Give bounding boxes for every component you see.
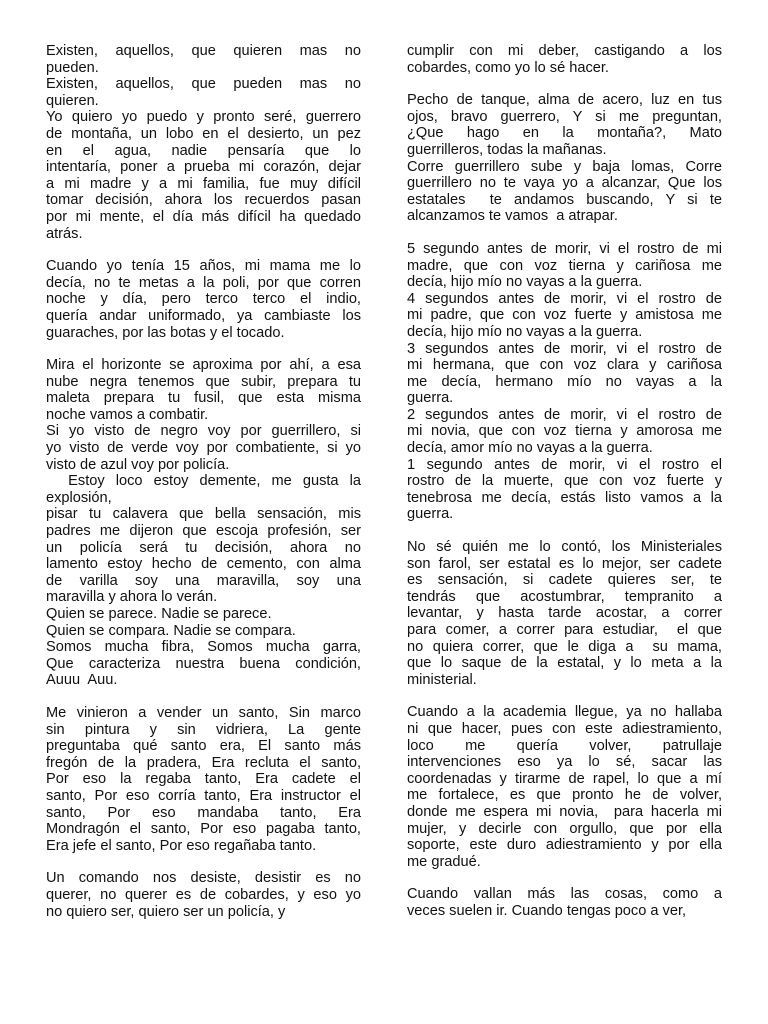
text-line: guerra. <box>407 390 454 407</box>
paragraph <box>46 705 361 854</box>
text-line: guaraches, por las botas y el tocado. <box>46 324 285 341</box>
text-line: Cuando yo tenía 15 años, mi mama me lo <box>46 258 361 275</box>
text-line: levantar, y hasta tarde acostar, a correr <box>407 605 722 622</box>
text-line: me fortalece, es que pronto he de volver, <box>407 787 722 804</box>
text-line: 2 segundos antes de morir, vi el rostro de <box>407 406 722 423</box>
text-line: Pecho de tanque, alma de acero, luz en tus <box>407 92 722 109</box>
text-line: quería andar uniformado, ya cambiaste los <box>46 307 361 324</box>
text-line: ni que hacer, pues con este adiestramiento, <box>407 720 722 737</box>
text-line: madre, que con voz tierna y cariñosa me <box>407 257 722 274</box>
text-line: guerrillero no te vaya yo a alcanzar, Que los <box>407 175 722 192</box>
text-line: a mi madre y a mi familia, fue muy difícil <box>46 175 361 192</box>
text-line: noche vamos a combatir. <box>46 406 209 423</box>
text-line: intentaría, poner a prueba mi corazón, dejar <box>46 159 361 176</box>
text-line: decía, no te metas a la poli, por que corren <box>46 274 361 291</box>
text-line: 1 segundo antes de morir, vi el rostro el <box>407 456 722 473</box>
text-line: Era jefe el santo, Por eso regañaba tanto. <box>46 837 317 854</box>
text-line: Por eso la regaba tanto, Era cadete el <box>46 771 361 788</box>
text-line: para comer, a correr para estudiar, el que <box>407 622 722 638</box>
text-line: un policía será tu decisión, ahora no <box>46 539 361 556</box>
text-line: Cuando vallan más las cosas, como a <box>407 886 722 903</box>
text-line: nube negra tenemos que subir, prepara tu <box>46 373 361 390</box>
text-line: 4 segundos antes de morir, vi el rostro de <box>407 290 722 307</box>
text-line: decía, amor mío no vayas a la guerra. <box>407 440 653 457</box>
text-line: mi hermana, que con voz clara y cariñosa <box>407 357 722 374</box>
text-line: mi novia, que con voz tierna y amorosa me <box>407 423 722 440</box>
text-line: coordenadas y tirarme de rapel, lo que a mí <box>407 770 722 787</box>
text-line: maravilla y ahora lo verán. <box>46 589 218 606</box>
text-line: estatales te andamos buscando, Y si te <box>407 191 722 208</box>
text-line: ¿Que hago en la montaña?, Mato <box>407 125 722 142</box>
left-column <box>46 43 361 936</box>
right-column <box>407 43 722 936</box>
text-line: guerrilleros, todas la mañanas. <box>407 141 607 158</box>
text-line: loco me quería volver, patrullaje <box>407 737 722 754</box>
text-line: por mi mente, el día más difícil ha quedado <box>46 208 361 225</box>
text-line: No sé quién me lo contó, los Ministeriales <box>407 539 722 556</box>
text-line: santo, Por eso corría tanto, Era instructor el <box>46 787 361 804</box>
text-line: que lo saque de la estatal, y lo meta a la <box>407 655 722 672</box>
text-line: rostro de la muerte, que con voz fuerte y <box>407 473 722 490</box>
text-line: pueden. <box>46 59 99 76</box>
text-line: pisar tu calavera que bella sensación, mis <box>46 506 361 523</box>
text-line: intervenciones eso ya lo sé, sacar las <box>407 754 722 771</box>
text-line: Corre guerrillero sube y baja lomas, Corre <box>407 158 722 175</box>
paragraph <box>46 870 361 920</box>
paragraph <box>46 258 361 341</box>
text-line: donde me espera mi novia, para hacerla mi <box>407 803 722 820</box>
text-line: Quien se parece. Nadie se parece. <box>46 606 272 622</box>
paragraph <box>407 43 722 76</box>
text-line: Estoy loco estoy demente, me gusta la <box>46 473 361 490</box>
text-line: Un comando nos desiste, desistir es no <box>46 870 361 887</box>
text-line: quieren. <box>46 92 99 109</box>
paragraph <box>407 539 722 688</box>
text-line: atrás. <box>46 225 83 242</box>
paragraph <box>46 357 361 689</box>
text-line: guerra. <box>407 506 454 523</box>
text-line: me gradué. <box>407 853 481 870</box>
text-line: fregón de la pradera, Era recluta el santo, <box>46 754 361 771</box>
text-line: Quien se compara. Nadie se compara. <box>46 622 296 639</box>
text-line: en el agua, nadie pensaría que lo <box>46 142 361 159</box>
text-line: decía, hijo mío no vayas a la guerra. <box>407 274 643 291</box>
text-line: santo, Por eso mandaba tanto, Era <box>46 804 361 821</box>
text-line: explosión, <box>46 489 112 506</box>
text-line: preguntaba qué santo era, El santo más <box>46 738 361 755</box>
text-line: Me vinieron a vender un santo, Sin marco <box>46 704 361 721</box>
text-line: decía, hijo mío no vayas a la guerra. <box>407 323 643 340</box>
paragraph <box>407 886 722 919</box>
text-line: Somos mucha fibra, Somos mucha garra, <box>46 639 361 656</box>
text-line: Auuu Auu. <box>46 672 118 689</box>
text-line: mi padre, que con voz fuerte y amistosa me <box>407 307 722 324</box>
text-line: Si yo visto de negro voy por guerrillero, si <box>46 423 361 440</box>
text-line: son farol, ser estatal es lo mejor, ser cadete <box>407 555 722 572</box>
text-line: sin pintura y sin vidriera, La gente <box>46 721 361 738</box>
text-line: tomar decisión, ahora los recuerdos pasan <box>46 192 361 209</box>
text-line: no quiera correr, que le diga a su mama, <box>407 638 722 655</box>
text-line: 3 segundos antes de morir, vi el rostro de <box>407 340 722 357</box>
text-line: veces suelen ir. Cuando tengas poco a ver, <box>407 902 687 919</box>
text-line: querer, no querer es de cobardes, y eso yo <box>46 886 361 903</box>
text-line: yo visto de verde voy por combatiente, si yo <box>46 440 361 457</box>
text-line: soporte, este duro adiestramiento y por ella <box>407 837 722 854</box>
text-line: tendrás que acostumbrar, tempranito a <box>407 588 722 605</box>
text-line: me decía, hermano mío no vayas a la <box>407 373 722 390</box>
paragraph <box>407 92 722 225</box>
text-line: cumplir con mi deber, castigando a los <box>407 43 722 59</box>
text-line: cobardes, como yo lo sé hacer. <box>407 59 609 76</box>
text-line: 5 segundo antes de morir, vi el rostro de mi <box>407 240 722 257</box>
text-line: maleta prepara tu fusil, que esta misma <box>46 390 361 407</box>
text-line: ojos, bravo guerrero, Y si me preguntan, <box>407 108 722 125</box>
text-line: Yo quiero yo puedo y pronto seré, guerrero <box>46 109 361 126</box>
text-line: de varilla soy una maravilla, soy una <box>46 572 361 589</box>
text-line: padres me dijeron que escoja profesión, ser <box>46 523 361 540</box>
text-line: Cuando a la academia llegue, ya no hallaba <box>407 704 722 721</box>
paragraph <box>407 704 722 870</box>
text-line: mujer, y decirle con orgullo, que por ella <box>407 820 722 837</box>
text-line: Mondragón el santo, Por eso pagaba tanto, <box>46 821 361 838</box>
text-line: visto de azul voy por policía. <box>46 456 230 473</box>
text-line: lamento estoy hecho de cemento, con alma <box>46 556 361 573</box>
text-line: noche y día, pero terco terco el indio, <box>46 291 361 308</box>
text-line: Que caracteriza nuestra buena condición, <box>46 655 361 672</box>
paragraph <box>46 43 361 242</box>
text-line: de montaña, un lobo en el desierto, un pez <box>46 125 361 142</box>
text-line: es sensación, si cadete quieres ser, te <box>407 572 722 589</box>
paragraph <box>407 241 722 523</box>
text-line: Existen, aquellos, que quieren mas no <box>46 43 361 59</box>
text-line: alcanzamos te vamos a atrapar. <box>407 208 618 225</box>
text-line: tenebrosa me decía, estás listo vamos a la <box>407 489 722 506</box>
text-line: Existen, aquellos, que pueden mas no <box>46 76 361 93</box>
text-line: Mira el horizonte se aproxima por ahí, a esa <box>46 357 361 374</box>
text-line: no quiero ser, quiero ser un policía, y <box>46 903 286 920</box>
text-line: ministerial. <box>407 671 477 688</box>
